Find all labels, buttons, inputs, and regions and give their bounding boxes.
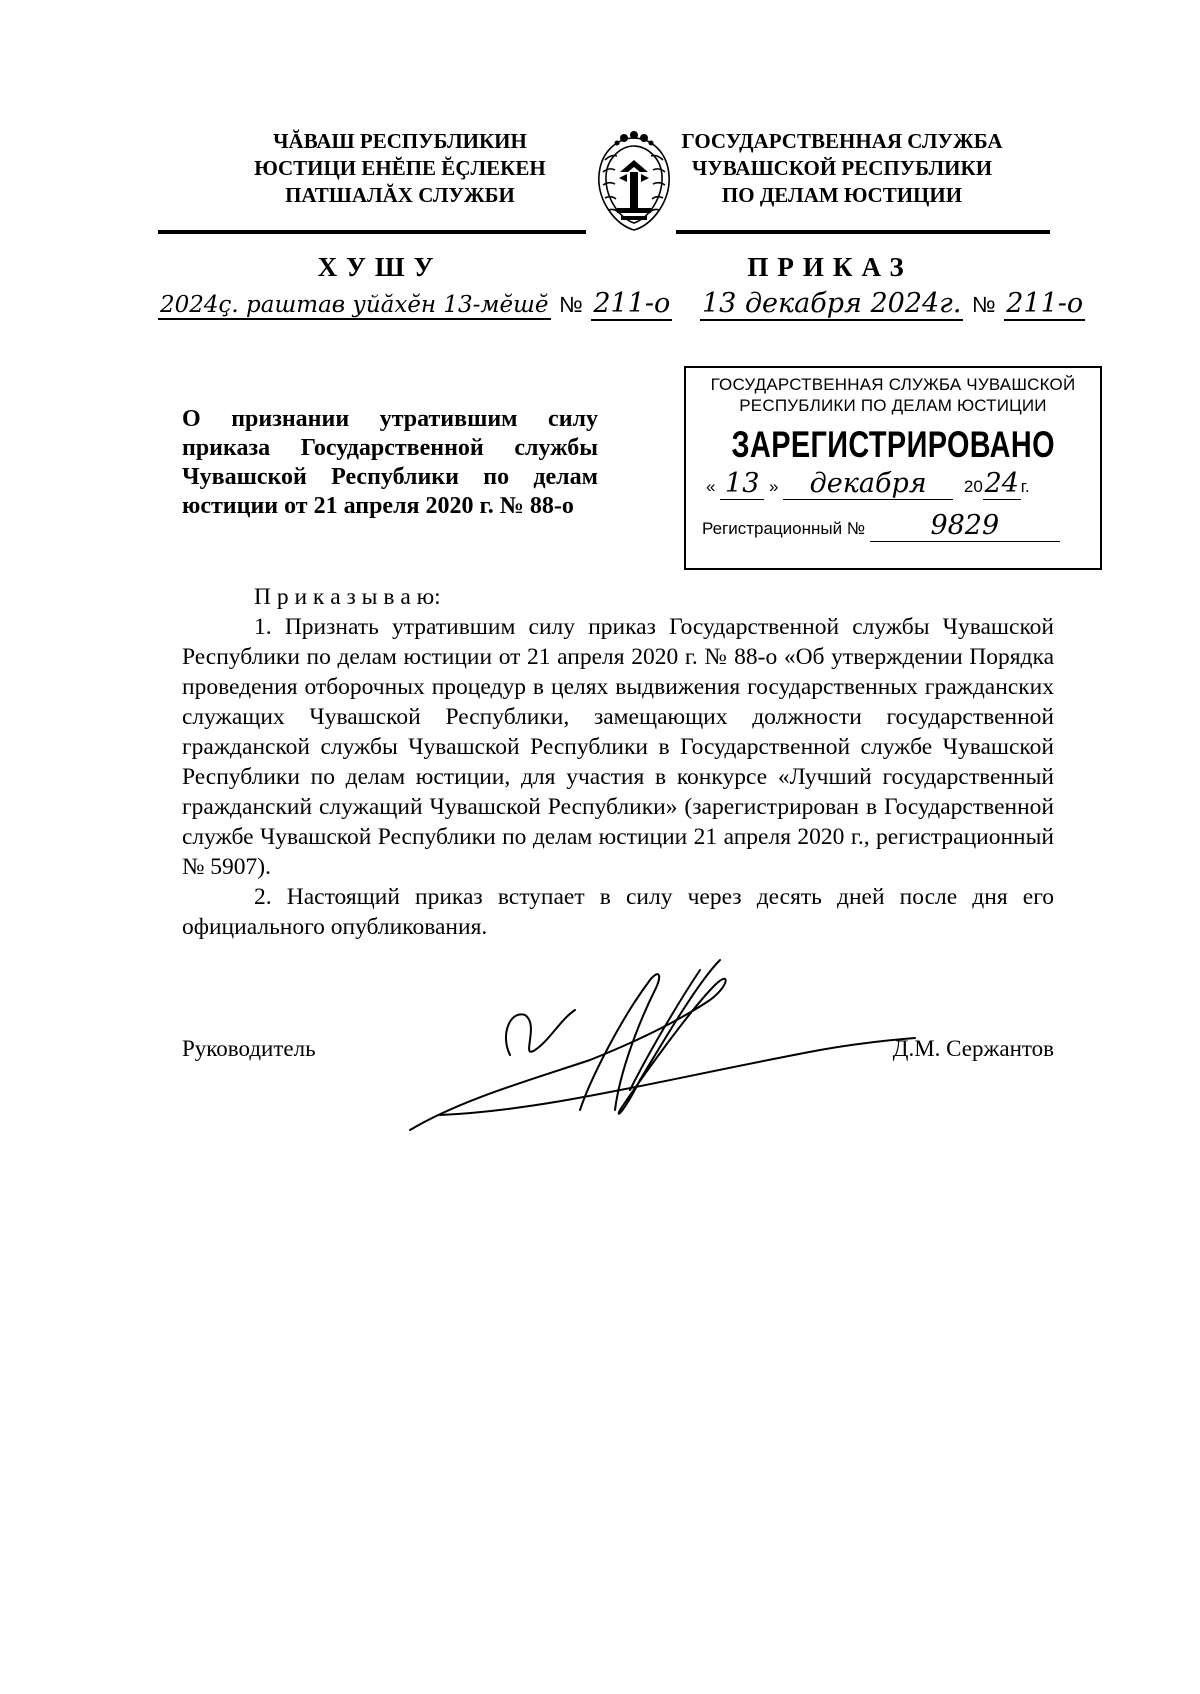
header-left-line-2: ЮСТИЦИ ЕНĔПЕ ĔҪЛЕКЕН (254, 156, 546, 180)
document-subject: О признании утратившим силу приказа Государственной службы Чувашской Республики по делам юстиции от 21 апреля 2020 г. № 88-о (182, 406, 598, 519)
left-number-handwritten: 211-о (593, 288, 671, 319)
signatory-position: Руководитель (182, 1036, 316, 1061)
right-date-handwritten: 13 декабря 2024г. (702, 288, 962, 319)
stamp-reg-row (702, 510, 1100, 542)
stamp-year-prefix: 20 (963, 477, 983, 496)
header-right-line-3: ПО ДЕЛАМ ЮСТИЦИИ (721, 183, 963, 207)
header-rule-left (158, 230, 586, 234)
header-right-line-2: ЧУВАШСКОЙ РЕСПУБЛИКИ (691, 156, 993, 180)
header-left-line-3: ПАТШАЛĂХ СЛУЖБИ (285, 183, 515, 207)
stamp-registered-title: ЗАРЕГИСТРИРОВАНО (731, 424, 1055, 465)
issue-line-right (700, 288, 1085, 319)
order-word: П р и к а з ы в а ю: (254, 584, 441, 610)
stamp-date-row (706, 468, 1100, 500)
stamp-quote-open: « (706, 477, 716, 496)
doc-type-russian: ПРИКАЗ (747, 252, 913, 282)
document-body (182, 582, 1054, 942)
issue-line-left (158, 288, 672, 319)
header-left-line-1: ЧĂВАШ РЕСПУБЛИКИН (273, 129, 527, 153)
right-number-handwritten: 211-о (1006, 288, 1084, 319)
left-date-handwritten: 2024ҫ. раштав уйӑхӗн 13-мӗшӗ (160, 292, 549, 318)
stamp-day: 13 (720, 468, 764, 500)
header-left-org (220, 128, 580, 209)
left-number-label: № (559, 292, 583, 317)
stamp-reg-number: 9829 (870, 510, 1060, 542)
right-number-label: № (972, 292, 996, 317)
header-rule-right (676, 230, 1050, 234)
body-paragraph-1: 1. Признать утратившим силу приказ Государственной службы Чувашской Республики по делам юстиции от 21 апреля 2020 г. № 88-о «Об утверждении Порядка проведения отборочных процедур в целях выдвижения государственных гражданских служащих Чувашской Республики, замещающих должности государственной гражданской службы Чувашской Республики в Государственной службе Чувашской Республики по делам юстиции, для участия в конкурсе «Лучший государственный гражданский служащий Чувашской Республики» (зарегистрирован в Государственной службе Чувашской Республики по делам юстиции 21 апреля 2020 г., регистрационный № 5907). (182, 614, 1054, 880)
stamp-month: декабря (783, 468, 953, 500)
stamp-org-line-2: РЕСПУБЛИКИ ПО ДЕЛАМ ЮСТИЦИИ (739, 396, 1047, 415)
body-paragraph-2: 2. Настоящий приказ вступает в силу через десять дней после дня его официального опубликования. (182, 884, 1054, 940)
header-right-org (652, 128, 1032, 209)
stamp-year-suffix: 24 (984, 468, 1019, 499)
signatory-name: Д.М. Сержантов (892, 1036, 1054, 1061)
registration-stamp (684, 366, 1102, 570)
handwritten-signature (400, 940, 920, 1160)
stamp-org (686, 374, 1100, 416)
stamp-quote-close: » (768, 477, 779, 496)
stamp-org-line-1: ГОСУДАРСТВЕННАЯ СЛУЖБА ЧУВАШСКОЙ (710, 375, 1076, 394)
stamp-reg-label: Регистрационный № (702, 519, 866, 538)
doc-type-chuvash: ХУШУ (317, 252, 443, 282)
header-right-line-1: ГОСУДАРСТВЕННАЯ СЛУЖБА (681, 129, 1003, 153)
stamp-year-unit: г. (1020, 477, 1030, 496)
